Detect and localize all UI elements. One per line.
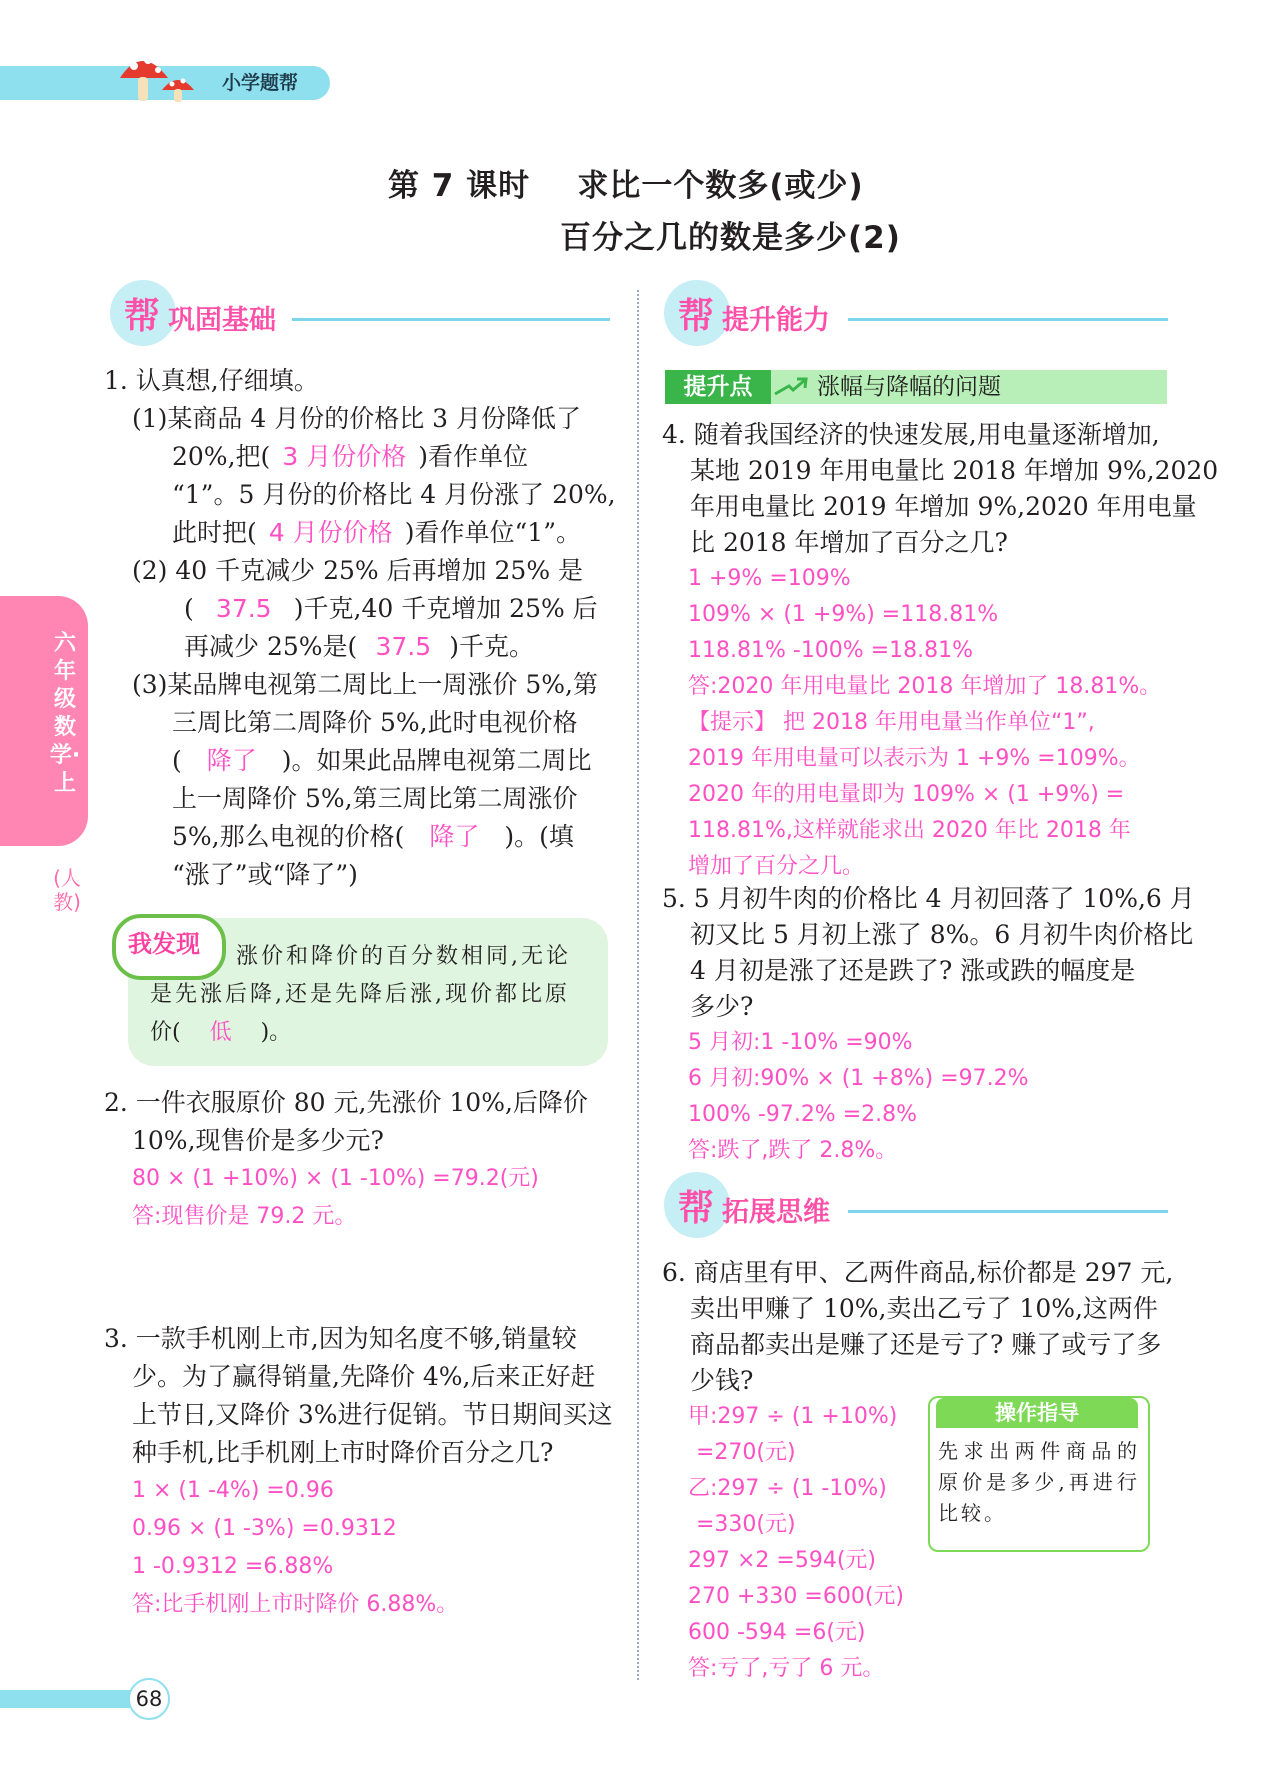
q3-answer1: 1 × (1 -4%) =0.96 — [132, 1478, 334, 1503]
q1-p2-line3: 再减少 25%是( 37.5 )千克。 — [184, 628, 534, 666]
q6-answer3: 乙:297 ÷ (1 -10%) — [688, 1476, 887, 1501]
q1-p2-line1: (2) 40 千克减少 25% 后再增加 25% 是 — [132, 556, 584, 585]
q5-answer4: 答:跌了,跌了 2.8%。 — [688, 1138, 898, 1163]
q1-p3-line3: ( 降了 )。如果此品牌电视第二周比 — [172, 742, 592, 780]
q5-line2: 初又比 5 月初上涨了 8%。6 月初牛肉价格比 — [690, 920, 1194, 949]
q3-line2: 少。为了赢得销量,先降价 4%,后来正好赶 — [132, 1362, 596, 1391]
q4-answer1: 1 +9% =109% — [688, 566, 851, 591]
q5-answer1: 5 月初:1 -10% =90% — [688, 1030, 913, 1055]
q5-line3: 4 月初是涨了还是跌了? 涨或跌的幅度是 — [690, 956, 1136, 985]
q1-p3-answer1: 降了 — [206, 746, 257, 775]
q1-p3-line4: 上一周降价 5%,第三周比第二周涨价 — [172, 784, 578, 813]
q6-answer5: 297 ×2 =594(元) — [688, 1548, 876, 1573]
q5-answer2: 6 月初:90% × (1 +8%) =97.2% — [688, 1066, 1029, 1091]
section-mark: 帮 — [124, 296, 161, 337]
q4-line3: 年用电量比 2019 年增加 9%,2020 年用电量 — [690, 492, 1197, 521]
section-rule — [848, 318, 1168, 321]
discover-answer: 低 — [209, 1020, 232, 1045]
q6-line3: 商品都卖出是赚了还是亏了? 赚了或亏了多 — [690, 1330, 1162, 1359]
discover-label: 我发现 — [128, 930, 200, 958]
guide-body: 先求出两件商品的原价是多少,再进行比较。 — [938, 1439, 1140, 1525]
q1-p1-line3: “1”。5 月份的价格比 4 月份涨了 20%, — [172, 480, 616, 509]
q5-line4: 多少? — [690, 992, 754, 1021]
q4-line2: 某地 2019 年用电量比 2018 年增加 9%,2020 — [690, 456, 1219, 485]
q2-line2: 10%,现售价是多少元? — [132, 1126, 384, 1155]
q3-answer3: 1 -0.9312 =6.88% — [132, 1554, 334, 1579]
section-rule — [292, 318, 610, 321]
section-title-expand: 拓展思维 — [722, 1197, 830, 1228]
q6-line1: 6. 商店里有甲、乙两件商品,标价都是 297 元, — [662, 1258, 1174, 1287]
q1-intro: 1. 认真想,仔细填。 — [104, 366, 319, 395]
arrow-icon — [773, 376, 809, 398]
q1-p3-answer2: 降了 — [429, 822, 480, 851]
q4-hint4: 118.81%,这样就能求出 2020 年比 2018 年 — [688, 818, 1131, 843]
q4-hint5: 增加了百分之几。 — [688, 854, 865, 879]
q1-p2-answer2: 37.5 — [375, 632, 432, 661]
q3-answer4: 答:比手机刚上市时降价 6.88%。 — [132, 1592, 459, 1617]
q2-line1: 2. 一件衣服原价 80 元,先涨价 10%,后降价 — [104, 1088, 588, 1117]
q1-p1-answer1: 3 月份价格 — [282, 442, 407, 471]
q6-line2: 卖出甲赚了 10%,卖出乙亏了 10%,这两件 — [690, 1294, 1158, 1323]
q1-p1-answer2: 4 月份价格 — [268, 518, 393, 547]
discover-line3: 价( 低 )。 — [150, 1016, 291, 1050]
lesson-title-line1: 第 7 课时 求比一个数多(或少) — [388, 168, 864, 204]
q2-answer2: 答:现售价是 79.2 元。 — [132, 1204, 357, 1229]
discover-line1: 涨价和降价的百分数相同,无论 — [236, 944, 571, 969]
q1-p3-line5: 5%,那么电视的价格( 降了 )。(填 — [172, 818, 574, 856]
tip-text: 涨幅与降幅的问题 — [817, 374, 1001, 400]
q4-line4: 比 2018 年增加了百分之几? — [690, 528, 1008, 557]
q4-hint2: 2019 年用电量可以表示为 1 +9% =109%。 — [688, 746, 1141, 771]
q1-p2-line2: ( 37.5 )千克,40 千克增加 25% 后 — [184, 590, 598, 628]
q6-answer7: 600 -594 =6(元) — [688, 1620, 866, 1645]
q1-p3-line6: “涨了”或“降了”) — [172, 860, 358, 889]
q4-answer3: 118.81% -100% =18.81% — [688, 638, 974, 663]
q3-line4: 种手机,比手机刚上市时降价百分之几? — [132, 1438, 554, 1467]
q3-answer2: 0.96 × (1 -3%) =0.9312 — [132, 1516, 397, 1541]
section-title-improve: 提升能力 — [722, 305, 830, 336]
q6-answer6: 270 +330 =600(元) — [688, 1584, 904, 1609]
q6-answer8: 答:亏了,亏了 6 元。 — [688, 1656, 885, 1681]
q6-answer4: =330(元) — [696, 1512, 796, 1537]
section-rule — [848, 1210, 1168, 1213]
page-number: 68 — [128, 1678, 170, 1720]
section-mark: 帮 — [678, 1188, 715, 1229]
tip-tag: 提升点 — [665, 370, 771, 404]
q1-p2-answer1: 37.5 — [215, 594, 272, 623]
q5-answer3: 100% -97.2% =2.8% — [688, 1102, 918, 1127]
q1-p1-line4: 此时把( 4 月份价格 )看作单位“1”。 — [172, 514, 581, 552]
q4-answer4: 答:2020 年用电量比 2018 年增加了 18.81%。 — [688, 674, 1162, 699]
section-title-basics: 巩固基础 — [168, 305, 276, 336]
q6-answer1: 甲:297 ÷ (1 +10%) — [688, 1404, 898, 1429]
q1-p3-line2: 三周比第二周降价 5%,此时电视价格 — [172, 708, 578, 737]
q3-line3: 上节日,又降价 3%进行促销。节日期间买这 — [132, 1400, 613, 1429]
q4-hint1: 【提示】 把 2018 年用电量当作单位“1”, — [688, 710, 1095, 735]
q1-p3-line1: (3)某品牌电视第二周比上一周涨价 5%,第 — [132, 670, 598, 699]
q4-answer2: 109% × (1 +9%) =118.81% — [688, 602, 999, 627]
q4-hint3: 2020 年的用电量即为 109% × (1 +9%) = — [688, 782, 1125, 807]
section-mark: 帮 — [678, 296, 715, 337]
q4-line1: 4. 随着我国经济的快速发展,用电量逐渐增加, — [662, 420, 1160, 449]
column-divider — [637, 290, 639, 1680]
q5-line1: 5. 5 月初牛肉的价格比 4 月初回落了 10%,6 月 — [662, 884, 1195, 913]
guide-title: 操作指导 — [936, 1398, 1138, 1428]
q3-line1: 3. 一款手机刚上市,因为知名度不够,销量较 — [104, 1324, 577, 1353]
q6-answer2: =270(元) — [696, 1440, 796, 1465]
side-tab-grade: 六年级数学·上 — [49, 631, 81, 796]
q6-line4: 少钱? — [690, 1366, 754, 1395]
q1-p1-line1: (1)某商品 4 月份的价格比 3 月份降低了 — [132, 404, 582, 433]
q1-p1-line2: 20%,把( 3 月份价格 )看作单位 — [172, 438, 528, 476]
discover-line2: 是先涨后降,还是先降后涨,现价都比原 — [150, 982, 570, 1007]
q2-answer1: 80 × (1 +10%) × (1 -10%) =79.2(元) — [132, 1166, 539, 1191]
brand-name: 小学题帮 — [222, 72, 299, 94]
mushroom-icon — [112, 44, 220, 104]
lesson-title-line2: 百分之几的数是多少(2) — [560, 220, 901, 256]
side-tab-edition: (人教) — [53, 866, 81, 914]
